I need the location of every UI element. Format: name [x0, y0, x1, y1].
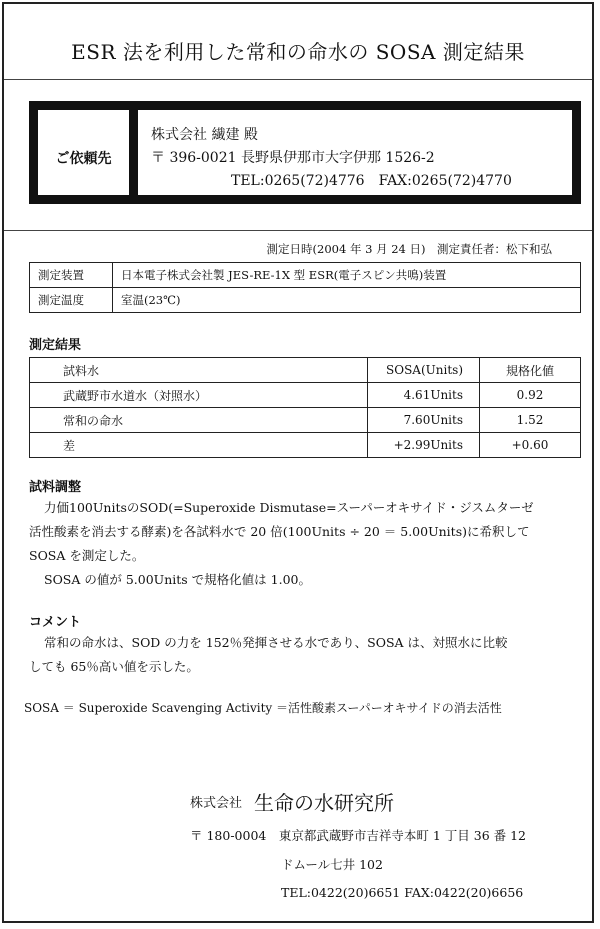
client-address: 〒 396-0021 長野県伊那市大字伊那 1526-2: [151, 150, 435, 166]
document-frame: [2, 2, 594, 923]
footer-address-2: ドムール七井 102: [281, 857, 383, 872]
client-box: [29, 101, 581, 204]
company-prefix: 株式会社: [190, 796, 243, 811]
header-sosa: SOSA(Units): [368, 358, 480, 383]
header-normalized: 規格化値: [480, 358, 581, 383]
client-name: 株式会社 繊建 殿: [151, 127, 258, 143]
info-value: 日本電子株式会社製 JES-RE-1X 型 ESR(電子スピン共鳴)装置: [113, 263, 581, 288]
company-name: 生命の水研究所: [254, 791, 395, 815]
title-band: [4, 4, 592, 80]
preparation-line-4: SOSA の値が 5.00Units で規格化値は 1.00。: [44, 572, 311, 587]
results-section-title: 測定結果: [29, 338, 82, 353]
normalized-value: 1.52: [480, 408, 581, 433]
sosa-value: 7.60Units: [368, 408, 480, 433]
document-title: ESR 法を利用した常和の命水の SOSA 測定結果: [71, 40, 525, 64]
table-row: [30, 383, 581, 408]
info-row-device: [30, 263, 581, 288]
results-header-row: [30, 358, 581, 383]
sosa-definition: SOSA ＝ Superoxide Scavenging Activity ＝活性酸素スーパーオキサイドの消去活性: [24, 701, 502, 715]
comment-line-2: しても 65％高い値を示した。: [29, 659, 199, 674]
header-sample: 試料水: [30, 358, 368, 383]
info-row-temperature: [30, 288, 581, 313]
comment-line-1: 常和の命水は、SOD の力を 152％発揮させる水であり、SOSA は、対照水に比較: [44, 635, 508, 650]
footer-address-1: 〒 180-0004 東京都武蔵野市吉祥寺本町 1 丁目 36 番 12: [190, 828, 526, 843]
footer-tel-fax: TEL:0422(20)6651 FAX:0422(20)6656: [281, 885, 524, 900]
info-label: 測定温度: [30, 288, 113, 313]
sample-name: 武蔵野市水道水（対照水）: [30, 383, 368, 408]
sample-name: 常和の命水: [30, 408, 368, 433]
info-label: 測定装置: [30, 263, 113, 288]
results-table: [29, 357, 581, 458]
table-row: [30, 408, 581, 433]
client-divider: [129, 110, 138, 195]
sample-name: 差: [30, 433, 368, 458]
preparation-section-title: 試料調整: [29, 480, 82, 495]
normalized-value: +0.60: [480, 433, 581, 458]
divider-line: [4, 230, 592, 231]
measurement-info-table: [29, 262, 581, 313]
preparation-line-3: SOSA を測定した。: [29, 548, 145, 563]
sosa-value: 4.61Units: [368, 383, 480, 408]
normalized-value: 0.92: [480, 383, 581, 408]
comment-section-title: コメント: [29, 615, 82, 630]
table-row: [30, 433, 581, 458]
preparation-line-2: 活性酸素を消去する酵素)を各試料水で 20 倍(100Units ÷ 20 ＝ 5.00Units)に希釈して: [29, 524, 530, 539]
preparation-line-1: 力価100UnitsのSOD(=Superoxide Dismutase=スーパーオキサイド・ジスムターゼ: [44, 500, 534, 515]
info-value: 室温(23℃): [113, 288, 581, 313]
footer-company: [190, 787, 394, 816]
client-tel-fax: TEL:0265(72)4776 FAX:0265(72)4770: [231, 173, 512, 189]
measurement-meta: 測定日時(2004 年 3 月 24 日) 測定責任者：松下和弘: [266, 242, 552, 256]
sosa-value: +2.99Units: [368, 433, 480, 458]
client-label: ご依頼先: [55, 151, 112, 167]
